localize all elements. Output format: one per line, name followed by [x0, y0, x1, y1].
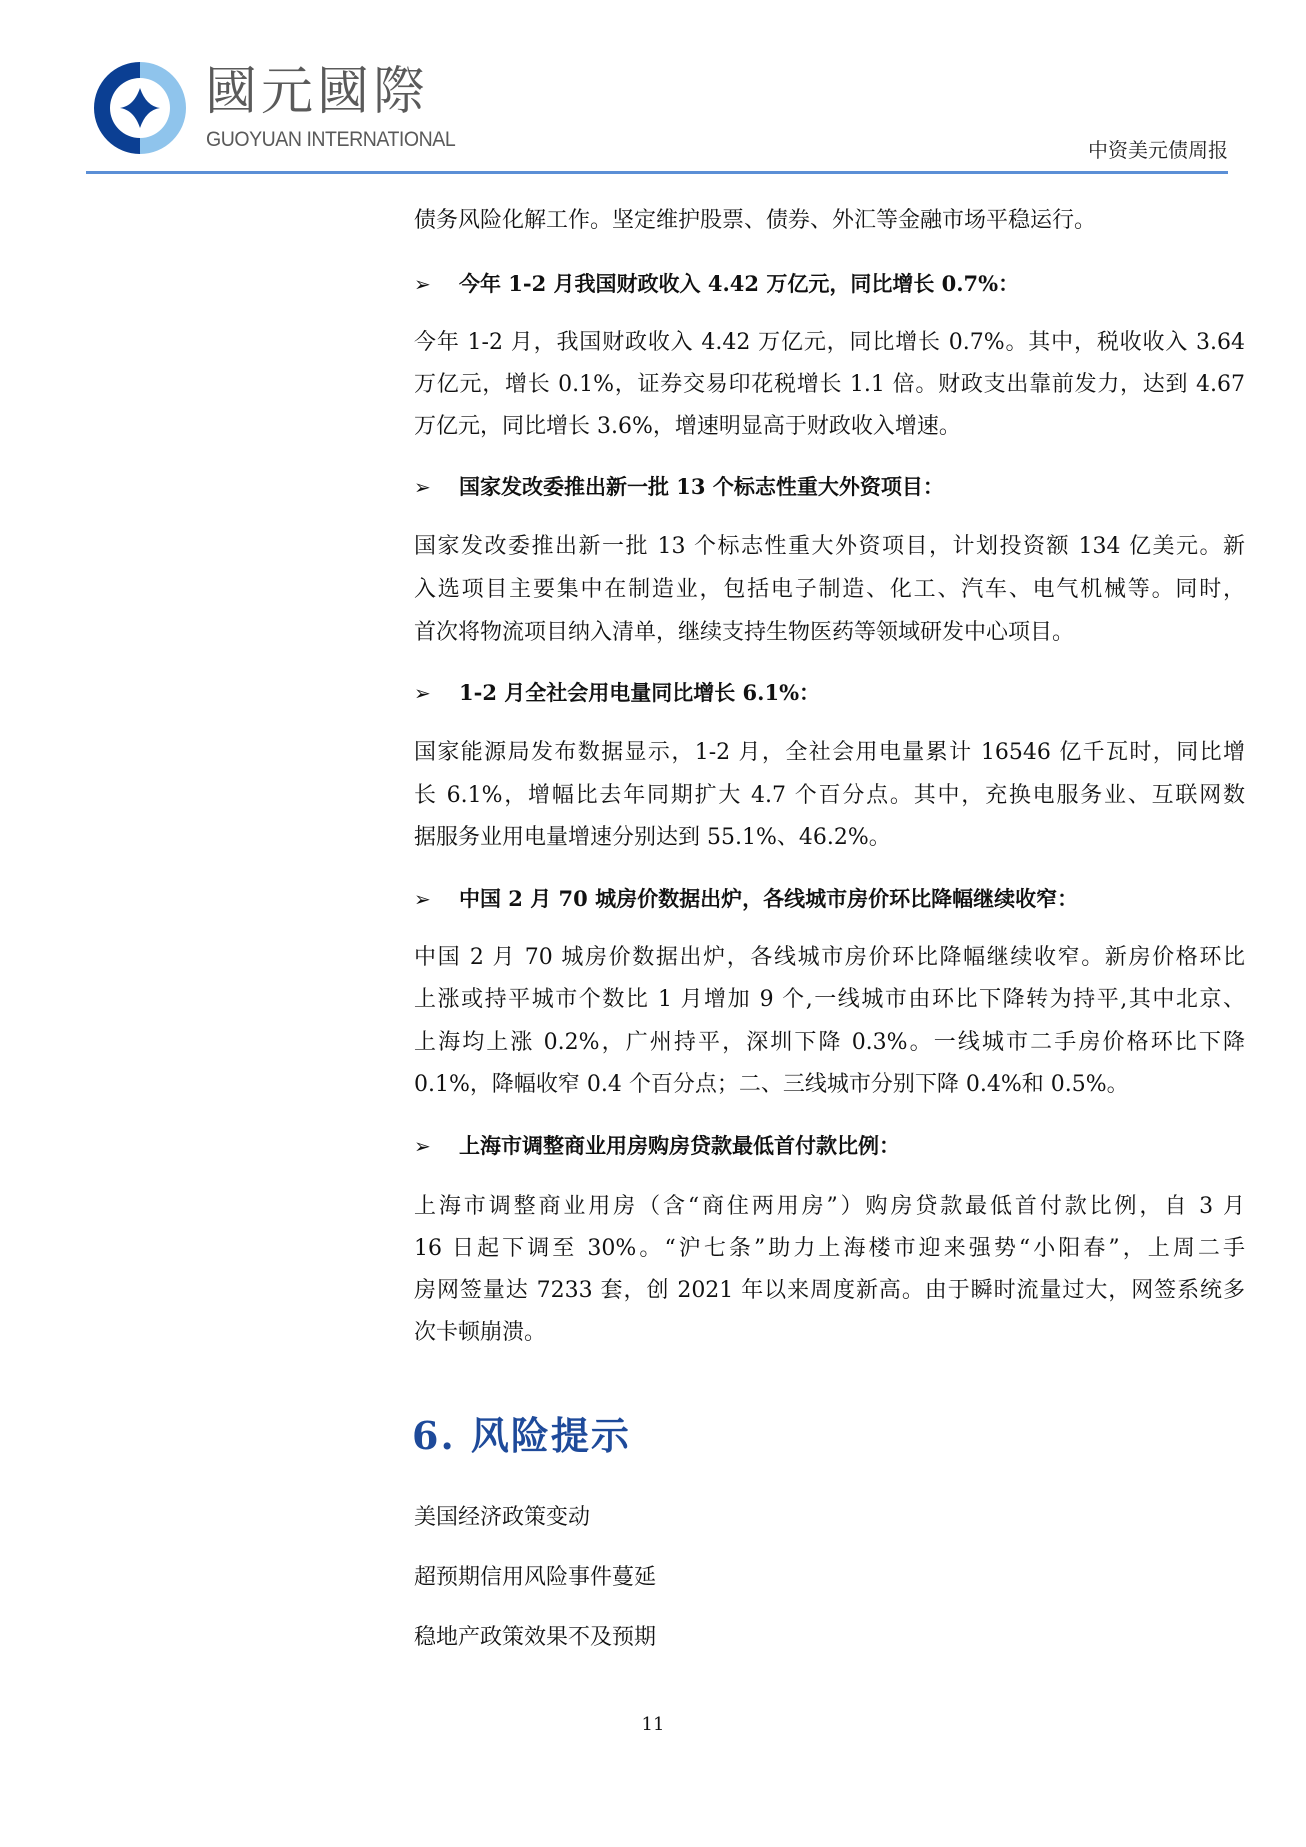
- risk-item: 美国经济政策变动: [414, 1505, 591, 1530]
- paragraph-line: 万亿元，增长 0.1%，证券交易印花税增长 1.1 倍。财政支出靠前发力，达到 4.67: [414, 372, 1245, 397]
- paragraph-line: 入选项目主要集中在制造业，包括电子制造、化工、汽车、电气机械等。同时，: [414, 577, 1245, 602]
- section-title: 中国 2 月 70 城房价数据出炉，各线城市房价环比降幅继续收窄：: [459, 886, 1079, 911]
- brand-name-cn: 國元國際: [205, 62, 430, 122]
- bullet-arrow-icon: ➢: [414, 887, 431, 911]
- paragraph-line: 中国 2 月 70 城房价数据出炉，各线城市房价环比降幅继续收窄。新房价格环比: [414, 945, 1245, 970]
- section-title: 上海市调整商业用房购房贷款最低首付款比例：: [459, 1133, 900, 1158]
- section-title: 国家发改委推出新一批 13 个标志性重大外资项目：: [459, 474, 944, 499]
- guoyuan-logo-icon: [90, 58, 190, 158]
- paragraph-line: 上涨或持平城市个数比 1 月增加 9 个,一线城市由环比下降转为持平,其中北京、: [414, 987, 1245, 1012]
- header-divider: [86, 171, 1228, 174]
- paragraph-line: 房网签量达 7233 套，创 2021 年以来周度新高。由于瞬时流量过大，网签系统多: [414, 1278, 1245, 1303]
- risk-item: 超预期信用风险事件蔓延: [414, 1565, 657, 1590]
- brand-name-en: GUOYUAN INTERNATIONAL: [206, 128, 456, 151]
- section-title: 今年 1-2 月我国财政收入 4.42 万亿元，同比增长 0.7%：: [459, 271, 1020, 296]
- paragraph-line: 据服务业用电量增速分别达到 55.1%、46.2%。: [414, 825, 891, 850]
- paragraph-line: 国家能源局发布数据显示，1-2 月，全社会用电量累计 16546 亿千瓦时，同比增: [414, 740, 1245, 765]
- paragraph-line: 今年 1-2 月，我国财政收入 4.42 万亿元，同比增长 0.7%。其中，税收收入 3.64: [414, 330, 1245, 355]
- paragraph-line: 首次将物流项目纳入清单，继续支持生物医药等领域研发中心项目。: [414, 620, 1075, 645]
- paragraph-line: 0.1%，降幅收窄 0.4 个百分点；二、三线城市分别下降 0.4%和 0.5%。: [414, 1072, 1129, 1097]
- paragraph-line: 长 6.1%，增幅比去年同期扩大 4.7 个百分点。其中，充换电服务业、互联网数: [414, 783, 1245, 808]
- bullet-arrow-icon: ➢: [414, 681, 431, 705]
- paragraph-line: 国家发改委推出新一批 13 个标志性重大外资项目，计划投资额 134 亿美元。新: [414, 534, 1245, 559]
- bullet-arrow-icon: ➢: [414, 475, 431, 499]
- paragraph-line: 万亿元，同比增长 3.6%，增速明显高于财政收入增速。: [414, 414, 961, 439]
- paragraph-line: 上海均上涨 0.2%，广州持平，深圳下降 0.3%。一线城市二手房价格环比下降: [414, 1030, 1245, 1055]
- paragraph-line: 上海市调整商业用房（含“商住两用房”）购房贷款最低首付款比例，自 3 月: [414, 1194, 1245, 1219]
- page-number: 11: [641, 1714, 665, 1735]
- risk-item: 稳地产政策效果不及预期: [414, 1625, 657, 1650]
- report-title: 中资美元债周报: [1088, 138, 1228, 162]
- bullet-arrow-icon: ➢: [414, 1134, 431, 1158]
- section-heading-risk: 6. 风险提示: [412, 1413, 631, 1458]
- bullet-arrow-icon: ➢: [414, 272, 431, 296]
- paragraph-line: 16 日起下调至 30%。“沪七条”助力上海楼市迎来强势“小阳春”，上周二手: [414, 1236, 1245, 1261]
- lead-line: 债务风险化解工作。坚定维护股票、债券、外汇等金融市场平稳运行。: [414, 208, 1097, 233]
- paragraph-line: 次卡顿崩溃。: [414, 1320, 547, 1345]
- section-title: 1-2 月全社会用电量同比增长 6.1%：: [459, 680, 821, 705]
